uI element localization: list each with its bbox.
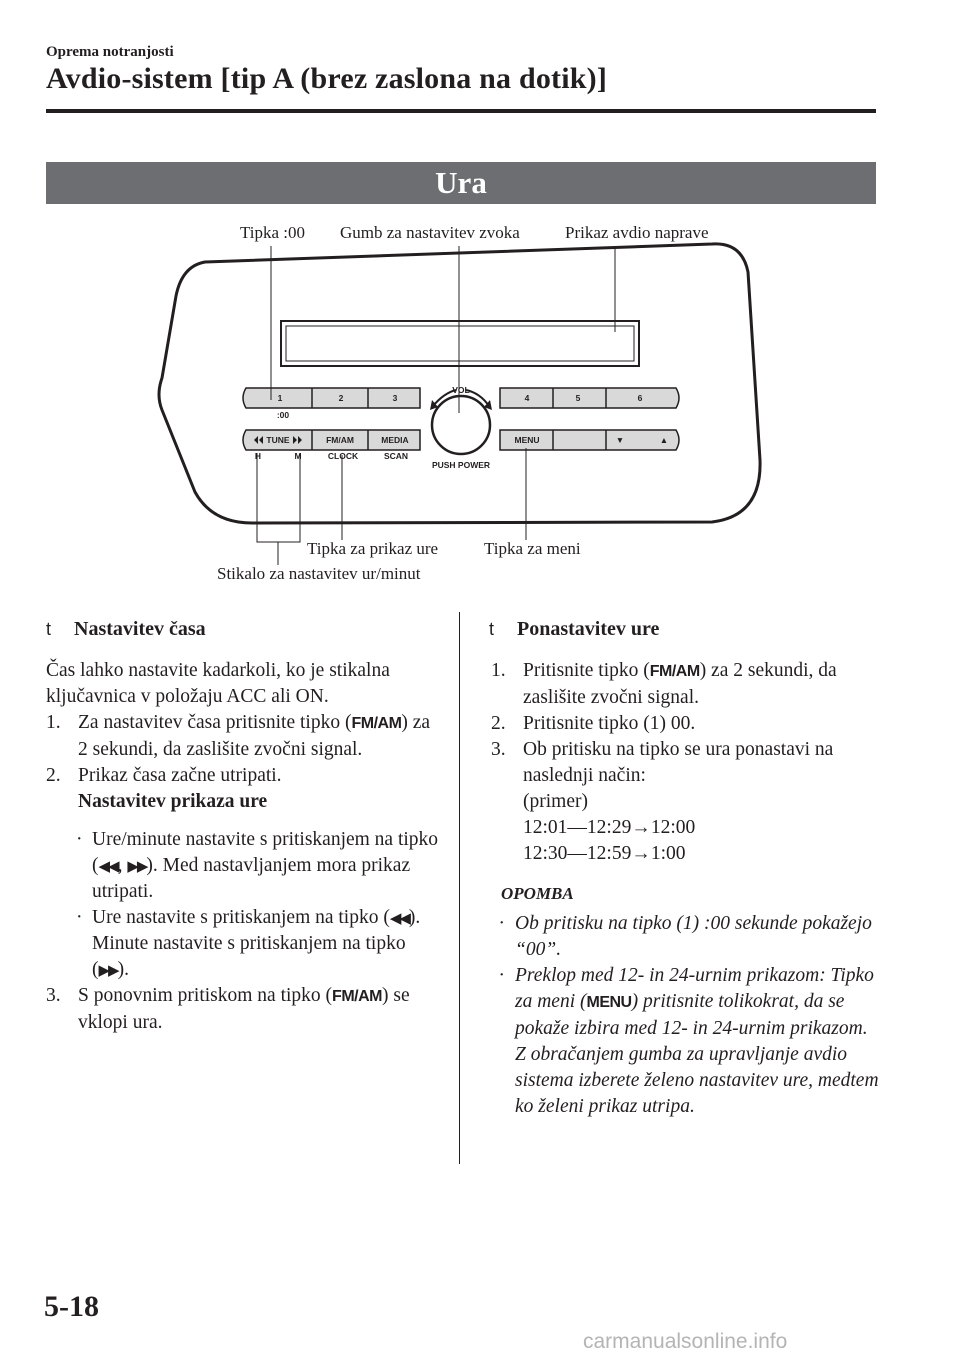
heading-ponastavitev-ure: t Ponastavitev ure [489,618,660,640]
heading-nastavitev-casa: t Nastavitev časa [46,618,206,640]
example-line-1: 12:01―12:29→12:00 [523,817,696,838]
step-2: 2. Prikaz časa začne utripati. [46,765,282,786]
h-label: H [254,451,262,461]
seek-forward-icon: ▶▶ [127,857,147,875]
preset-5-label: 5 [575,393,581,403]
example-line-2: 12:30―12:59→1:00 [523,843,686,864]
unit-outline [159,244,760,523]
column-divider [459,612,460,1164]
fm-am-key: FM/AM [351,715,402,732]
page-heading: Avdio-sistem [tip A (brez zaslona na dotik)] [46,62,608,95]
step-3: 3. S ponovnim pritiskom na tipko (FM/AM) se vklopi ura. [46,985,410,1033]
bullet-1: · Ure/minute nastavite s pritiskanjem na tipko (◀◀, ▶▶). Med nastavljanjem mora prikaz utripati. [76,829,439,902]
up-arrow-label: ▲ [659,435,669,445]
callout-clock-key: Tipka za prikaz ure [307,539,439,558]
callout-menu-key: Tipka za meni [484,539,581,558]
fm-am-key: FM/AM [649,663,700,680]
reset-step-1: 1. Pritisnite tipko (FM/AM) za 2 sekundi, da zaslišite zvočni signal. [491,660,837,708]
m-label: M [294,451,302,461]
bullet-2: · Ure nastavite s pritiskanjem na tipko (◀◀). Minute nastavite s pritiskanjem na tipko (▶▶). [76,907,421,980]
section-title-bar: Ura [46,162,876,204]
note-2: · Preklop med 12- in 24-urnim prikazom: Tipko za meni (MENU) pritisnite tolikokrat, da se pokaže izbira med 12- in 24-urnim prikazom. Z obračanjem gumba za upravljanje avdio sistema izberete želeno nastavitev ure, medtem ko želeni prikaz utripa. [499,965,879,1117]
callout-tipka-00: Tipka :00 [240,223,306,242]
heading-rule [46,109,876,113]
section-label: Oprema notranjosti [46,44,174,60]
heading-marker-icon: t [489,619,495,639]
right-column [489,616,881,1120]
note-title: OPOMBA [501,884,574,903]
step-2-subheading: Nastavitev prikaza ure [78,791,268,812]
preset-3-label: 3 [392,393,398,403]
menu-label: MENU [514,435,540,445]
note-1: · Ob pritisku na tipko (1) :00 sekunde pokažejo “00”. [499,913,872,960]
scan-label: SCAN [383,451,409,461]
audio-unit-diagram [0,210,960,590]
example-label: (primer) [523,791,588,812]
fm-am-key: FM/AM [332,988,382,1005]
seek-back-icon: ◀◀ [389,909,409,927]
callout-volume-knob: Gumb za nastavitev zvoka [340,223,520,242]
volume-knob [432,396,490,454]
audio-display [281,321,639,366]
media-label: MEDIA [381,435,409,445]
seek-forward-icon: ▶▶ [98,961,118,979]
clock-label: CLOCK [327,451,359,461]
down-arrow-label: ▼ [615,435,625,445]
fm-am-label: FM/AM [326,435,354,445]
left-column [46,616,440,1036]
menu-key: MENU [586,994,632,1011]
step-1: 1. Za nastavitev časa pritisnite tipko (FM/AM) za 2 sekundi, da zaslišite zvočni signal. [46,712,431,760]
preset-6-label: 6 [637,393,643,403]
callout-hour-minute-switch: Stikalo za nastavitev ur/minut [217,564,421,583]
heading-marker-icon: t [46,619,52,639]
preset-2-label: 2 [338,393,344,403]
tune-label: TUNE [266,435,290,445]
intro-paragraph: Čas lahko nastavite kadarkoli, ko je stikalna ključavnica v položaju ACC ali ON. [46,660,390,707]
reset-step-3: 3. Ob pritisku na tipko se ura ponastavi na naslednji način: [491,739,834,786]
preset-1-label: 1 [277,393,283,403]
callout-display: Prikaz avdio naprave [565,223,709,242]
watermark: carmanualsonline.info [583,1330,788,1353]
preset-1-sublabel: :00 [276,410,290,420]
preset-4-label: 4 [524,393,530,403]
seek-back-icon: ◀◀ [98,857,118,875]
reset-step-2: 2. Pritisnite tipko (1) 00. [491,713,696,734]
push-power-label: PUSH POWER [431,460,491,470]
page-number: 5-18 [44,1290,99,1323]
vol-label: VOL [452,385,470,395]
